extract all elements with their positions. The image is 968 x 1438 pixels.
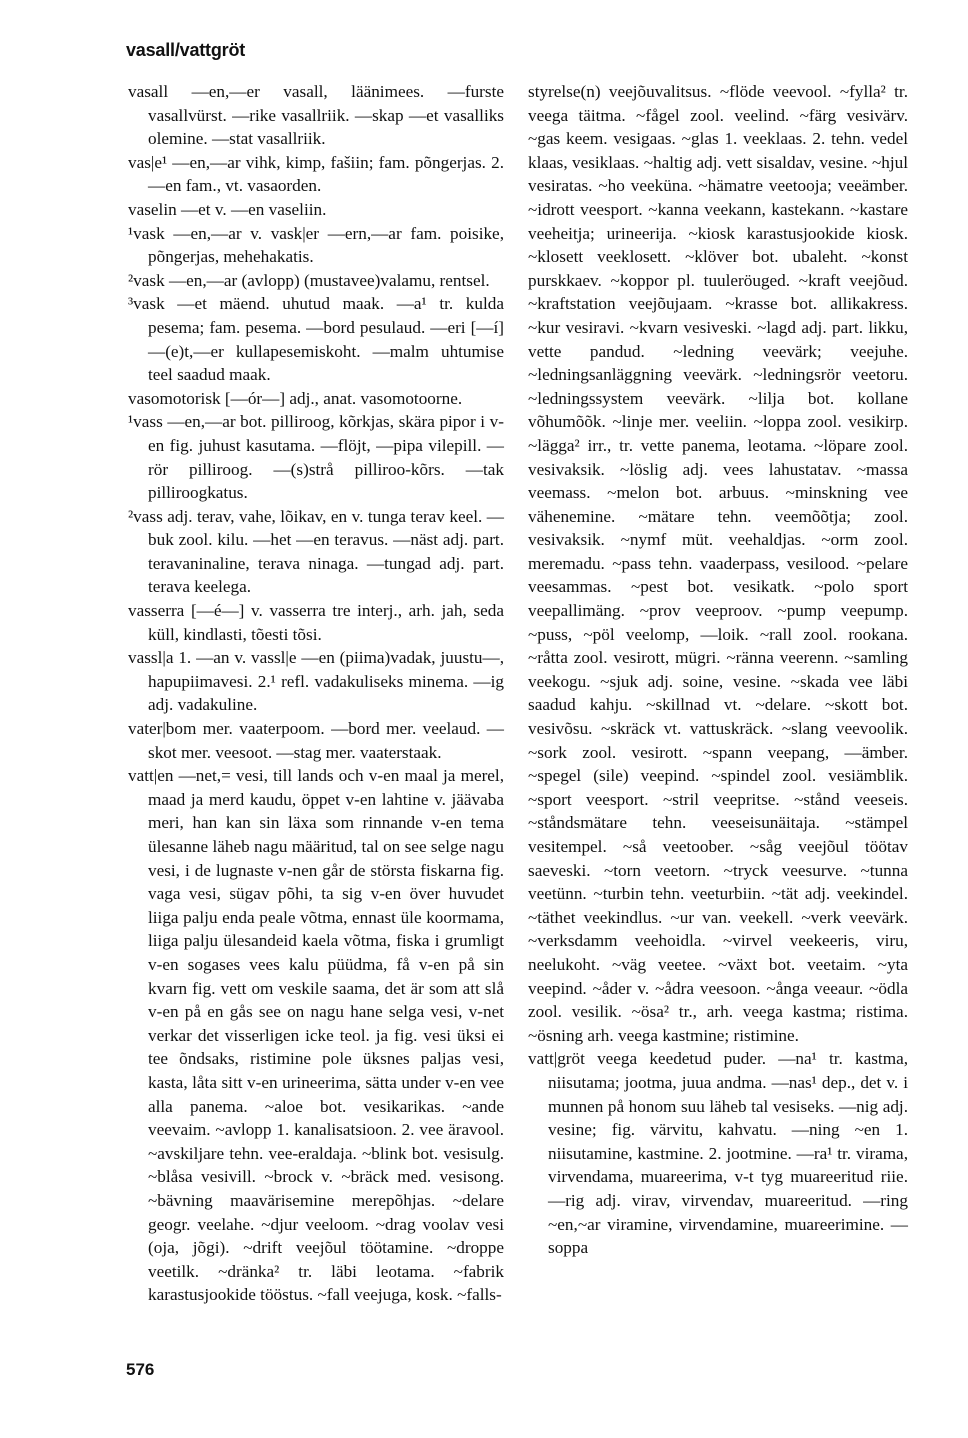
dictionary-entry: ²vask —en,—ar (avlopp) (mustavee)valamu, rentsel. <box>128 270 490 290</box>
dictionary-entry: ¹vask —en,—ar v. vask|er —ern,—ar fam. poisike, põngerjas, mehehakatis. <box>128 223 504 267</box>
dictionary-entry: vassl|a 1. —an v. vassl|e —en (piima)vadak, juustu—, hapupiimavesi. 2.¹ refl. vadakuliseks minema. —ig adj. vadakuline. <box>128 648 504 715</box>
dictionary-entry: vasomotorisk [—ór—] adj., anat. vasomotoorne. <box>128 388 463 408</box>
dictionary-entry: ¹vass —en,—ar bot. pilliroog, kõrkjas, skära pipor i v-en fig. juhust kasutama. —flöjt, —pipa vilepill. —rör pilliroog. —(s)strå pilliroo-kõrs. —tak pilliroogkatus. <box>128 412 504 503</box>
dictionary-entry: ³vask —et mäend. uhutud maak. —a¹ tr. kulda pesema; fam. pesema. —bord pesulaud. —eri [—í] —(e)t,—er kullapesemiskoht. —malm uhtumise teel saadud maak. <box>128 294 504 385</box>
dictionary-entry: vas|e¹ —en,—ar vihk, kimp, fašiin; fam. põngerjas. 2. —en fam., vt. vasaorden. <box>128 152 504 196</box>
dictionary-entry-continued: styrelse(n) veejõuvalitsus. ~flöde veevool. ~fylla² tr. veega täitma. ~fågel zool. veelind. ~färg vesivärv. ~gas keem. vesigaas. ~glas 1. veeklaas. 2. tehn. vedel klaas, vesiklaas. ~haltig adj. vett sisaldav, vesine. ~hjul vesiratas. ~ho veeküna. ~hämatre veetooja; veeämber. ~idrott veesport. ~kanna veekann, kastekann. ~kastare veeheitja; urineerija. ~kiosk karastusjookide kiosk. ~klosett veeklosett. ~klöver bot. ubaleht. ~konst purskkaev. ~koppor pl. tuuleröuged. ~kraft veejõud. ~kraftstation veejõujaam. ~krasse bot. allikakress. ~kur vesiravi. ~kvarn vesiveski. ~lagd adj. part. likku, vette pandud. ~ledning veevärk; veejuhe. ~ledningsanläggning veevärk. ~ledningsrör veetoru. ~ledningssystem veevärk. ~lilja bot. kollane võhumõõk. ~linje mer. veeliin. ~loppa zool. vesikirp. ~lägga² irr., tr. vette panema, leotama. ~löpare zool. vesivaksik. ~löslig adj. vees lahustatav. ~massa veemass. ~melon bot. arbuus. ~minskning vee vähenemine. ~mätare tehn. veemõõtja; zool. vesivaksik. ~nymf müt. veehaldjas. ~orm zool. meremadu. ~pass tehn. vaaderpass, vesilood. ~pelare veesammas. ~pest bot. vesikatk. ~polo sport veepallimäng. ~prov veeproov. ~pump veepump. ~puss, ~pöl veelomp, —loik. ~rall zool. rookana. ~råtta zool. vesirott, mügri. ~ränna veerenn. ~samling veekogu. ~sjuk adj. soine, vesine. ~skada vee läbi saadud kahju. ~skillnad vt. ~delare. ~skott bot. vesivõsu. ~skräck vt. vattuskräck. ~slang veevoolik. ~sork zool. vesirott. ~spann veepang, —ämber. ~spegel (sile) veepind. ~spindel zool. vesiämblik. ~sport veesport. ~stril veepritse. ~stånd veeseis. ~ståndsmätare tehn. veeseisunäitaja. ~stämpel vesitempel. ~så veetoober. ~såg veejõul töötav saeveski. ~torn veetorn. ~tryck veesurve. ~tunna veetünn. ~turbin tehn. veeturbiin. ~tät adj. veekindel. ~täthet veekindlus. ~ur van. veekell. ~verk veevärk. ~verksdamm veehoidla. ~virvel veekeeris, viru, neelukoht. ~väg veetee. ~växt bot. veetaim. ~yta veepind. ~åder v. ~ådra veesoon. ~ånga veeaur. ~ödla zool. vesilik. ~ösa² tr., arh. veega kastma; ristima. ~ösning arh. veega kastmine; ristimine. <box>528 82 908 1045</box>
left-column <box>128 80 504 1307</box>
dictionary-entry: vasserra [—é—] v. vasserra tre interj., arh. jah, seda küll, kindlasti, tõesti tõsi. <box>128 601 504 644</box>
right-column <box>528 80 908 1260</box>
dictionary-entry: vaselin —et v. —en vaseliin. <box>128 199 327 219</box>
dictionary-entry: ²vass adj. terav, vahe, lõikav, en v. tunga terav keel. —buk zool. kilu. —het —en teravus. —näst adj. part. teravaninaline, terava ninaga. —tungad adj. part. terava keelega. <box>128 506 504 597</box>
dictionary-entry: vatt|en —net,= vesi, till lands och v-en maal ja merel, maad ja merd kaudu, öppet v-en lahtine v. jäävaba meri, han kan sin läxa som rinnande v-en tema ülesanne läheb nagu määritud, tal on see selge nagu vesi, i de lugnaste v-nen går de största fiskarna fig. vaga vesi, sügav põhi, ta sig v-en över huvudet liiga palju enda peale võtma, ennast üle koormama, liiga palju ülesandeid kaela võtma, fiska i grumligt v-en sogases vees kalu püüdma, få v-en på sin kvarn fig. vett om veskile saama, det är som att slå v-en på en gås see on nagu hane selga vesi, v-net verkar det visserligen icke teol. ja fig. vesi üksi ei tee õndsaks, ristimine pole üksnes paljas vesi, kasta, låta sitt v-en urineerima, sätta under v-en vee alla panema. ~aloe bot. vesikarikas. ~ande veevaim. ~avlopp 1. kanalisatsioon. 2. vee äravool. ~avskiljare tehn. vee-eraldaja. ~blink bot. vesisulg. ~blåsa vesivill. ~brock v. ~bräck med. vesisong. ~bävning maavärisemine merepõhjas. ~delare geogr. veelahe. ~djur veeloom. ~drag voolav vesi (oja, jõgi). ~drift veejõul töötamine. ~droppe veetilk. ~dränka² tr. läbi leotama. ~fabrik karastusjookide tööstus. ~fall veejuga, kosk. ~falls- <box>128 766 504 1305</box>
dictionary-entry: vasall —en,—er vasall, läänimees. —furste vasallvürst. —rike vasallriik. —skap —et vasalliks olemine. —stat vasallriik. <box>128 82 504 149</box>
dictionary-entry: vatt|gröt veega keedetud puder. —na¹ tr. kastma, niisutama; jootma, juua andma. —nas¹ dep., det v. i munnen på honom suu läheb tal vesiseks. —nig adj. vesine; fig. värvitu, kahvatu. —ning ~en 1. niisutamine, kastmine. 2. jootmine. —ra¹ tr. virama, virvendama, muareerima, v-t tyg muareeritud riie. —rig adj. virav, virvendav, muareeritud. —ring ~en,~ar viramine, virvendamine, muareerimine. —soppa <box>528 1049 908 1258</box>
dictionary-entry: vater|bom mer. vaaterpoom. —bord mer. veelaud. —skot mer. veesoot. —stag mer. vaaterstaak. <box>128 719 504 762</box>
running-head: vasall/vattgröt <box>126 40 246 60</box>
page-number: 576 <box>126 1360 155 1379</box>
